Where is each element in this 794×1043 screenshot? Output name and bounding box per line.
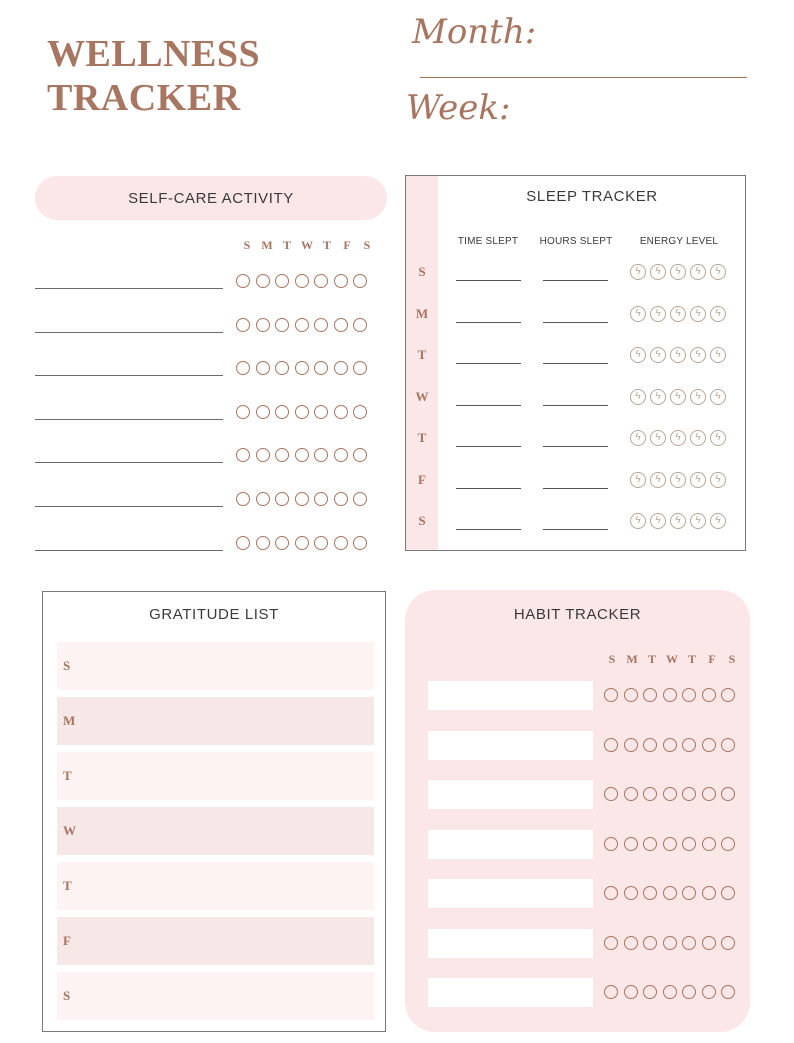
sleep-day-label: F	[418, 471, 426, 487]
lightning-bolt-icon[interactable]: ϟ	[670, 264, 686, 280]
self-care-checkbox-row	[236, 448, 373, 462]
gratitude-day-label: F	[63, 933, 71, 948]
habit-checkbox-row	[604, 985, 741, 999]
lightning-bolt-icon[interactable]: ϟ	[690, 347, 706, 363]
self-care-day-checkbox[interactable]	[334, 492, 348, 506]
habit-days-header	[606, 652, 746, 667]
self-care-day-checkbox[interactable]	[236, 405, 250, 419]
gratitude-day-label: T	[63, 878, 72, 893]
habit-day-checkbox[interactable]	[624, 886, 638, 900]
self-care-day-checkbox[interactable]	[256, 492, 270, 506]
self_care-day-3: W	[301, 238, 313, 252]
gratitude-entry-row[interactable]	[57, 697, 374, 745]
habit-checkbox-row	[604, 787, 741, 801]
lightning-bolt-icon[interactable]: ϟ	[690, 306, 706, 322]
self-care-day-checkbox[interactable]	[334, 274, 348, 288]
habit-day-checkbox[interactable]	[604, 985, 618, 999]
habit-day-checkbox[interactable]	[604, 936, 618, 950]
energy-level-row	[630, 513, 730, 529]
self-care-activity-input[interactable]	[35, 332, 223, 333]
habit-day-checkbox[interactable]	[624, 688, 638, 702]
self-care-day-checkbox[interactable]	[334, 448, 348, 462]
habit-day-checkbox[interactable]	[643, 985, 657, 999]
habit-name-input[interactable]	[428, 929, 593, 958]
gratitude-heading: GRATITUDE LIST	[149, 606, 279, 623]
sleep-day-label: T	[417, 430, 427, 445]
habit-day-0: S	[608, 652, 616, 666]
lightning-bolt-icon[interactable]: ϟ	[670, 389, 686, 405]
self-care-activity-input[interactable]	[35, 375, 223, 376]
habit-day-checkbox[interactable]	[624, 787, 638, 801]
self-care-day-checkbox[interactable]	[295, 318, 309, 332]
habit-day-checkbox[interactable]	[702, 936, 716, 950]
habit-day-checkbox[interactable]	[682, 837, 696, 851]
month-input-line[interactable]	[420, 77, 747, 78]
energy-level-row	[630, 264, 730, 280]
self-care-day-checkbox[interactable]	[314, 448, 328, 462]
self-care-day-checkbox[interactable]	[334, 405, 348, 419]
habit-day-checkbox[interactable]	[682, 688, 696, 702]
lightning-bolt-icon[interactable]: ϟ	[670, 306, 686, 322]
self-care-day-checkbox[interactable]	[295, 361, 309, 375]
habit-day-checkbox[interactable]	[663, 837, 677, 851]
lightning-bolt-icon[interactable]: ϟ	[710, 472, 726, 488]
gratitude-day-label: M	[63, 713, 76, 728]
gratitude-entry-row[interactable]	[57, 917, 374, 965]
habit-checkbox-row	[604, 936, 741, 950]
habit-day-checkbox[interactable]	[624, 738, 638, 752]
lightning-bolt-icon[interactable]: ϟ	[710, 513, 726, 529]
self-care-day-checkbox[interactable]	[353, 448, 367, 462]
self-care-day-checkbox[interactable]	[314, 492, 328, 506]
lightning-bolt-icon[interactable]: ϟ	[710, 430, 726, 446]
habit-day-3: W	[666, 652, 678, 666]
sleep-day-label: W	[415, 388, 429, 404]
week-label: Week:	[406, 88, 511, 128]
self-care-day-checkbox[interactable]	[256, 448, 270, 462]
lightning-bolt-icon[interactable]: ϟ	[630, 306, 646, 322]
self-care-day-checkbox[interactable]	[236, 318, 250, 332]
energy-level-row	[630, 389, 730, 405]
habit-checkbox-row	[604, 837, 741, 851]
habit-day-checkbox[interactable]	[663, 688, 677, 702]
habit-day-5: F	[708, 652, 716, 666]
self-care-day-checkbox[interactable]	[256, 405, 270, 419]
habit-day-checkbox[interactable]	[721, 787, 735, 801]
habit-day-checkbox[interactable]	[682, 936, 696, 950]
sleep-day-label: M	[415, 305, 429, 321]
self-care-checkbox-row	[236, 361, 373, 375]
habit-day-checkbox[interactable]	[702, 886, 716, 900]
self-care-day-checkbox[interactable]	[334, 361, 348, 375]
self-care-day-checkbox[interactable]	[236, 448, 250, 462]
lightning-bolt-icon[interactable]: ϟ	[710, 347, 726, 363]
habit-day-checkbox[interactable]	[624, 936, 638, 950]
lightning-bolt-icon[interactable]: ϟ	[630, 264, 646, 280]
self-care-day-checkbox[interactable]	[314, 536, 328, 550]
time-slept-input[interactable]	[456, 405, 521, 406]
habit-day-checkbox[interactable]	[604, 837, 618, 851]
habit-day-checkbox[interactable]	[643, 738, 657, 752]
gratitude-day-label: S	[63, 988, 71, 1003]
self-care-checkbox-row	[236, 274, 373, 288]
self-care-day-checkbox[interactable]	[295, 536, 309, 550]
self-care-day-checkbox[interactable]	[353, 492, 367, 506]
lightning-bolt-icon[interactable]: ϟ	[630, 347, 646, 363]
sleep-day-label: S	[418, 513, 426, 528]
hours-slept-input[interactable]	[543, 363, 608, 364]
gratitude-day-label: T	[63, 768, 72, 783]
time-slept-input[interactable]	[456, 363, 521, 364]
self_care-day-0: S	[243, 238, 251, 252]
self-care-day-checkbox[interactable]	[353, 318, 367, 332]
gratitude-entry-row[interactable]	[57, 752, 374, 800]
habit-checkbox-row	[604, 886, 741, 900]
title-line-2: TRACKER	[47, 77, 241, 119]
habit-day-checkbox[interactable]	[643, 837, 657, 851]
self-care-day-checkbox[interactable]	[353, 536, 367, 550]
lightning-bolt-icon[interactable]: ϟ	[710, 306, 726, 322]
habit-day-checkbox[interactable]	[663, 886, 677, 900]
habit-day-checkbox[interactable]	[643, 886, 657, 900]
habit-name-input[interactable]	[428, 978, 593, 1007]
habit-day-checkbox[interactable]	[682, 787, 696, 801]
habit-day-checkbox[interactable]	[721, 738, 735, 752]
time-slept-input[interactable]	[456, 446, 521, 447]
energy-level-row	[630, 430, 730, 446]
lightning-bolt-icon[interactable]: ϟ	[630, 513, 646, 529]
self-care-day-checkbox[interactable]	[275, 318, 289, 332]
habit-heading: HABIT TRACKER	[513, 606, 642, 623]
gratitude-day-label: S	[63, 658, 71, 673]
self_care-day-5: F	[343, 238, 351, 252]
self-care-day-checkbox[interactable]	[295, 274, 309, 288]
habit-day-checkbox[interactable]	[682, 985, 696, 999]
hours-slept-input[interactable]	[543, 405, 608, 406]
lightning-bolt-icon[interactable]: ϟ	[670, 513, 686, 529]
hours-slept-input[interactable]	[543, 280, 608, 281]
habit-day-checkbox[interactable]	[643, 688, 657, 702]
self-care-heading-pill	[35, 176, 387, 220]
hours-slept-input[interactable]	[543, 529, 608, 530]
sleep-day-label: S	[418, 264, 426, 279]
habit-checkbox-row	[604, 738, 741, 752]
self-care-day-checkbox[interactable]	[236, 492, 250, 506]
habit-day-checkbox[interactable]	[663, 787, 677, 801]
lightning-bolt-icon[interactable]: ϟ	[650, 264, 666, 280]
hours-slept-header: HOURS SLEPT	[539, 236, 613, 247]
self-care-day-checkbox[interactable]	[275, 536, 289, 550]
time-slept-input[interactable]	[456, 529, 521, 530]
habit-day-checkbox[interactable]	[682, 886, 696, 900]
habit-name-input[interactable]	[428, 879, 593, 908]
time-slept-input[interactable]	[456, 488, 521, 489]
self-care-day-checkbox[interactable]	[295, 448, 309, 462]
habit-day-checkbox[interactable]	[702, 985, 716, 999]
habit-name-input[interactable]	[428, 830, 593, 859]
habit-day-checkbox[interactable]	[643, 787, 657, 801]
lightning-bolt-icon[interactable]: ϟ	[690, 389, 706, 405]
self-care-day-checkbox[interactable]	[236, 536, 250, 550]
self-care-day-checkbox[interactable]	[295, 492, 309, 506]
habit-day-checkbox[interactable]	[624, 985, 638, 999]
lightning-bolt-icon[interactable]: ϟ	[710, 389, 726, 405]
habit-day-checkbox[interactable]	[721, 985, 735, 999]
self-care-day-checkbox[interactable]	[275, 274, 289, 288]
lightning-bolt-icon[interactable]: ϟ	[690, 264, 706, 280]
self-care-day-checkbox[interactable]	[314, 405, 328, 419]
self-care-day-checkbox[interactable]	[236, 361, 250, 375]
self-care-day-checkbox[interactable]	[314, 274, 328, 288]
self-care-days-header	[241, 238, 381, 253]
habit-day-checkbox[interactable]	[702, 738, 716, 752]
lightning-bolt-icon[interactable]: ϟ	[670, 472, 686, 488]
self-care-day-checkbox[interactable]	[314, 361, 328, 375]
self-care-activity-input[interactable]	[35, 550, 223, 551]
hours-slept-input[interactable]	[543, 446, 608, 447]
self-care-activity-input[interactable]	[35, 288, 223, 289]
self-care-day-checkbox[interactable]	[256, 318, 270, 332]
self-care-day-checkbox[interactable]	[314, 318, 328, 332]
habit-day-checkbox[interactable]	[721, 936, 735, 950]
habit-day-checkbox[interactable]	[604, 886, 618, 900]
self_care-day-1: M	[261, 238, 273, 252]
habit-day-checkbox[interactable]	[624, 837, 638, 851]
lightning-bolt-icon[interactable]: ϟ	[650, 306, 666, 322]
habit-day-checkbox[interactable]	[702, 837, 716, 851]
lightning-bolt-icon[interactable]: ϟ	[630, 389, 646, 405]
lightning-bolt-icon[interactable]: ϟ	[650, 347, 666, 363]
gratitude-entry-row[interactable]	[57, 862, 374, 910]
gratitude-day-label: W	[63, 823, 76, 838]
self_care-day-6: S	[363, 238, 371, 252]
energy-level-row	[630, 306, 730, 322]
habit-name-input[interactable]	[428, 780, 593, 809]
lightning-bolt-icon[interactable]: ϟ	[630, 472, 646, 488]
self_care-day-2: T	[282, 238, 291, 252]
time-slept-header: TIME SLEPT	[457, 236, 519, 247]
habit-day-checkbox[interactable]	[663, 985, 677, 999]
self-care-day-checkbox[interactable]	[236, 274, 250, 288]
habit-checkbox-row	[604, 688, 741, 702]
self-care-activity-input[interactable]	[35, 462, 223, 463]
habit-day-checkbox[interactable]	[604, 787, 618, 801]
self-care-checkbox-row	[236, 405, 373, 419]
habit-day-checkbox[interactable]	[721, 837, 735, 851]
self-care-day-checkbox[interactable]	[295, 405, 309, 419]
habit-name-input[interactable]	[428, 681, 593, 710]
sleep-heading: SLEEP TRACKER	[526, 188, 658, 205]
self-care-day-checkbox[interactable]	[256, 361, 270, 375]
time-slept-input[interactable]	[456, 280, 521, 281]
self-care-checkbox-row	[236, 492, 373, 506]
self-care-day-checkbox[interactable]	[256, 274, 270, 288]
title-line-1: WELLNESS	[47, 33, 261, 75]
habit-name-input[interactable]	[428, 731, 593, 760]
lightning-bolt-icon[interactable]: ϟ	[650, 389, 666, 405]
self-care-day-checkbox[interactable]	[334, 536, 348, 550]
habit-day-4: T	[687, 652, 696, 666]
page-title	[47, 32, 260, 120]
self_care-day-4: T	[322, 238, 331, 252]
self-care-activity-input[interactable]	[35, 419, 223, 420]
lightning-bolt-icon[interactable]: ϟ	[690, 430, 706, 446]
self-care-checkbox-row	[236, 318, 373, 332]
habit-day-checkbox[interactable]	[702, 688, 716, 702]
lightning-bolt-icon[interactable]: ϟ	[650, 430, 666, 446]
self-care-day-checkbox[interactable]	[353, 361, 367, 375]
hours-slept-input[interactable]	[543, 322, 608, 323]
lightning-bolt-icon[interactable]: ϟ	[650, 472, 666, 488]
habit-day-1: M	[626, 652, 638, 666]
self-care-day-checkbox[interactable]	[275, 492, 289, 506]
habit-day-checkbox[interactable]	[643, 936, 657, 950]
lightning-bolt-icon[interactable]: ϟ	[670, 430, 686, 446]
habit-day-checkbox[interactable]	[604, 738, 618, 752]
hours-slept-input[interactable]	[543, 488, 608, 489]
self-care-day-checkbox[interactable]	[275, 405, 289, 419]
self-care-day-checkbox[interactable]	[275, 448, 289, 462]
lightning-bolt-icon[interactable]: ϟ	[690, 472, 706, 488]
lightning-bolt-icon[interactable]: ϟ	[670, 347, 686, 363]
gratitude-entry-row[interactable]	[57, 807, 374, 855]
lightning-bolt-icon[interactable]: ϟ	[710, 264, 726, 280]
self-care-day-checkbox[interactable]	[256, 536, 270, 550]
habit-day-6: S	[728, 652, 736, 666]
self-care-day-checkbox[interactable]	[353, 405, 367, 419]
energy-level-row	[630, 347, 730, 363]
habit-day-2: T	[647, 652, 656, 666]
self-care-checkbox-row	[236, 536, 373, 550]
self-care-day-checkbox[interactable]	[334, 318, 348, 332]
self-care-activity-input[interactable]	[35, 506, 223, 507]
self-care-heading: SELF-CARE ACTIVITY	[128, 189, 294, 207]
lightning-bolt-icon[interactable]: ϟ	[630, 430, 646, 446]
habit-day-checkbox[interactable]	[702, 787, 716, 801]
energy-level-row	[630, 472, 730, 488]
sleep-day-label: T	[417, 347, 427, 362]
habit-day-checkbox[interactable]	[604, 688, 618, 702]
time-slept-input[interactable]	[456, 322, 521, 323]
lightning-bolt-icon[interactable]: ϟ	[690, 513, 706, 529]
self-care-day-checkbox[interactable]	[275, 361, 289, 375]
habit-day-checkbox[interactable]	[721, 886, 735, 900]
habit-day-checkbox[interactable]	[682, 738, 696, 752]
lightning-bolt-icon[interactable]: ϟ	[650, 513, 666, 529]
self-care-day-checkbox[interactable]	[353, 274, 367, 288]
month-label: Month:	[412, 12, 537, 52]
habit-day-checkbox[interactable]	[663, 738, 677, 752]
habit-day-checkbox[interactable]	[663, 936, 677, 950]
gratitude-entry-row[interactable]	[57, 642, 374, 690]
sleep-day-strip	[406, 176, 438, 550]
habit-day-checkbox[interactable]	[721, 688, 735, 702]
gratitude-entry-row[interactable]	[57, 972, 374, 1020]
energy-level-header: ENERGY LEVEL	[639, 236, 719, 247]
